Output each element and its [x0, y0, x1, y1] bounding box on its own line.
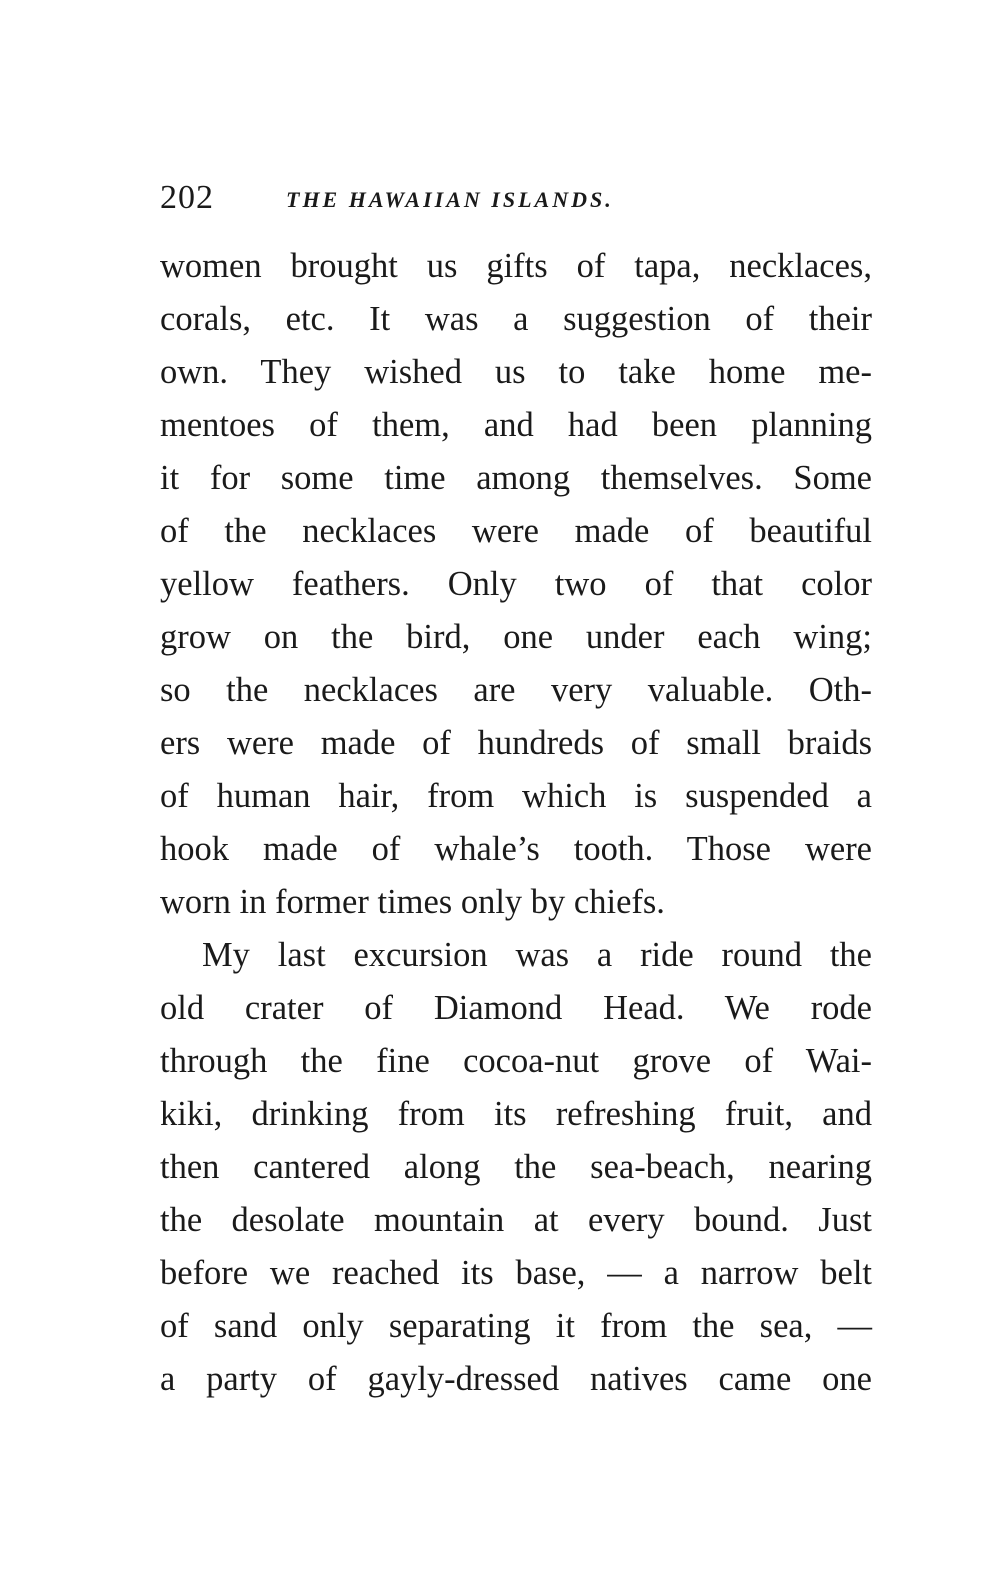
text-line: through the fine cocoa-nut grove of Wai-: [160, 1042, 872, 1080]
text-line: hook made of whale’s tooth. Those were: [160, 830, 872, 868]
text-line: ers were made of hundreds of small braids: [160, 724, 872, 762]
text-line: of the necklaces were made of beautiful: [160, 512, 872, 550]
running-title: THE HAWAIIAN ISLANDS.: [286, 187, 614, 212]
text-line: before we reached its base, — a narrow belt: [160, 1254, 872, 1292]
paragraph-1: [160, 240, 872, 929]
text-line: grow on the bird, one under each wing;: [160, 618, 872, 656]
text-line: worn in former times only by chiefs.: [160, 883, 665, 921]
text-line: old crater of Diamond Head. We rode: [160, 989, 872, 1027]
text-line: My last excursion was a ride round the: [202, 936, 872, 974]
text-line: so the necklaces are very valuable. Oth-: [160, 671, 872, 709]
text-line: yellow feathers. Only two of that color: [160, 565, 872, 603]
text-line: the desolate mountain at every bound. Just: [160, 1201, 872, 1239]
text-line: women brought us gifts of tapa, necklaces,: [160, 247, 872, 285]
body-text: [160, 240, 872, 1406]
running-head: [160, 176, 872, 220]
text-line: corals, etc. It was a suggestion of their: [160, 300, 872, 338]
text-line: mentoes of them, and had been planning: [160, 406, 872, 444]
text-line: it for some time among themselves. Some: [160, 459, 872, 497]
text-line: kiki, drinking from its refreshing fruit, and: [160, 1095, 872, 1133]
text-line: then cantered along the sea-beach, nearing: [160, 1148, 872, 1186]
paragraph-2: [160, 929, 872, 1406]
text-line: own. They wished us to take home me-: [160, 353, 872, 391]
text-line: a party of gayly-dressed natives came one: [160, 1360, 872, 1398]
page-number: 202: [160, 179, 214, 216]
text-line: of human hair, from which is suspended a: [160, 777, 872, 815]
text-line: of sand only separating it from the sea, —: [160, 1307, 872, 1345]
